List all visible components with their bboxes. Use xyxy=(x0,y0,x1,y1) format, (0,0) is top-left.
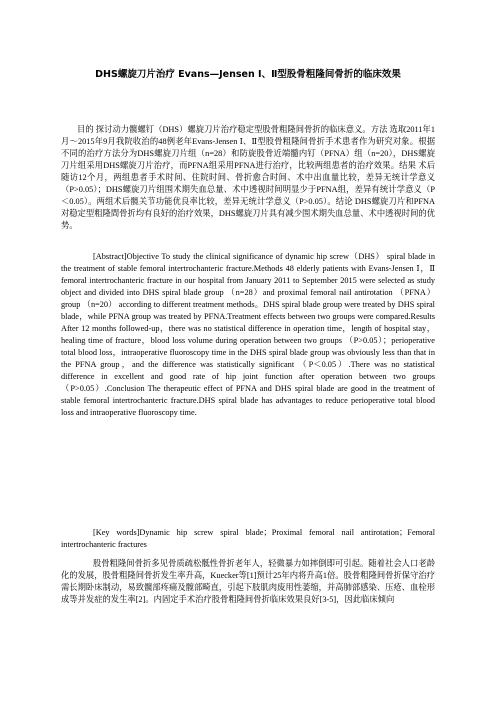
keywords: [Key words]Dynamic hip screw spiral blade；Proximal femoral nail antirotation；Femoral intertrochanteric fractures xyxy=(61,528,435,549)
chinese-abstract: 目的 探讨动力髋螺钉（DHS）螺旋刀片治疗稳定型股骨粗隆间骨折的临床意义。方法 选取2011年1月～2015年9月我院收治的48例老年Evans-Jensen Ⅰ、Ⅱ型股骨粗隆间骨折手术患者作为研究对象。根据不同的治疗方法分为DHS螺旋刀片组（n=28）和防旋股骨近端髓内钉（PFNA）组（n=20），DHS螺旋刀片组采用DHS螺旋刀片治疗，而PFNA组采用PFNA进行治疗，比较两组患者的治疗效果。结果 术后随访12个月，两组患者手术时间、住院时间、骨折愈合时间、术中出血量比较，差异无统计学意义（P>0.05）；DHS螺旋刀片组围术期失血总量、术中透视时间明显少于PFNA组，差异有统计学意义（P＜0.05）。两组术后髋关节功能优良率比较，差异无统计学意义（P>0.05）。结论 DHS螺旋刀片和PFNA对稳定型粗隆間骨折均有良好的治疗效果，DHS螺旋刀片具有减少围术期失血总量、术中透视时间的优势。 xyxy=(61,125,435,230)
introduction-paragraph: 股骨粗隆间骨折多见骨质疏松骶性骨折老年人，轻微暴力如摔倒即可引起。随着社会人口老龄化的发展，股骨粗隆间骨折发生率升高，Kuecker等[1]预计25年内将升高1倍。股骨粗隆间骨折保守治疗需长期卧床制动，易致髋部疼痛及髋部畸直，引起下肢肌肉废用性萎缩，并高肺部感染、压疮、血栓形成等并发症的发生率[2]。内固定手术治疗股骨粗隆间骨折临床效果良好[3-5]，因此临床倾向 xyxy=(61,559,435,604)
english-abstract: [Abstract]Objective To study the clinical significance of dynamic hip screw（DHS） spiral blade in the treatment of stable femoral intertrochanteric fracture.Methods 48 elderly patients with Evans-Jensen Ⅰ，Ⅱ femoral intertrochanteric fracture in our hospital from January 2011 to September 2015 were selected as study object and divided into DHS spiral blade group （n=28）and proximal femoral nail antirotation （PFNA） group （n=20） according to different treatment methods。DHS spiral blade group were treated by DHS spiral blade，while PFNA group was treated by PFNA.Treatment effects between two groups were compared.Results After 12 months followed-up，there was no statistical difference in operation time，length of hospital stay，healing time of fracture，blood loss volume during operation between two groups （P>0.05）；perioperative total blood loss，intraoperative fluoroscopy time in the DHS spiral blade group was obviously less than that in the PFNA group，and the difference was statistically significant （P＜0.05）.There was no statistical difference in excellent and good rate of hip joint function after operation between two groups （P>0.05）.Conclusion The therapeutic effect of PFNA and DHS spiral blade are good in the treatment of stable femoral intertrochanteric fracture.DHS spiral blade has advantages to reduce perioperative total blood loss and intraoperative fluoroscopy time. xyxy=(61,252,435,417)
paper-title: DHS螺旋刀片治疗 Evans—Jensen Ⅰ、Ⅱ型股骨粗隆间骨折的临床效果 xyxy=(95,69,401,80)
